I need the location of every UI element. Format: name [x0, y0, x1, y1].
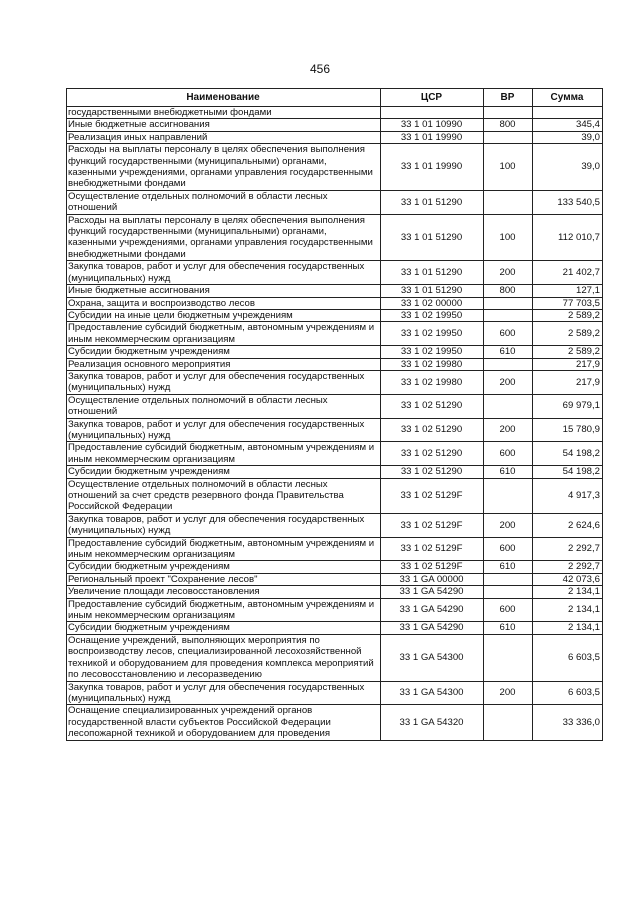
row-csr-cell — [381, 107, 484, 119]
row-vr-cell: 600 — [484, 598, 533, 622]
row-name-cell: Охрана, защита и воспроизводство лесов — [67, 297, 381, 309]
row-sum-cell: 2 292,7 — [533, 537, 603, 561]
row-name-cell: Закупка товаров, работ и услуг для обеспечения государственных (муниципальных) нужд — [67, 681, 381, 705]
header-csr: ЦСР — [381, 89, 484, 107]
row-name-cell: Расходы на выплаты персоналу в целях обеспечения выполнения функций государственными (муниципальными) органами, казенными учреждениями, органами управления государственными внебюджетными фондами — [67, 144, 381, 191]
row-csr-cell: 33 1 02 19950 — [381, 322, 484, 346]
row-name-cell: Предоставление субсидий бюджетным, автономным учреждениям и иным некоммерческим организациям — [67, 322, 381, 346]
row-sum-cell: 2 624,6 — [533, 513, 603, 537]
table-row — [67, 107, 603, 119]
row-name-cell: Региональный проект "Сохранение лесов" — [67, 573, 381, 585]
row-csr-cell: 33 1 01 19990 — [381, 131, 484, 143]
table-row — [67, 144, 603, 191]
row-sum-cell: 2 292,7 — [533, 561, 603, 573]
row-csr-cell: 33 1 01 51290 — [381, 214, 484, 261]
row-vr-cell — [484, 309, 533, 321]
row-vr-cell — [484, 297, 533, 309]
table-row — [67, 370, 603, 394]
row-vr-cell — [484, 190, 533, 214]
row-vr-cell: 600 — [484, 322, 533, 346]
table-row — [67, 681, 603, 705]
row-sum-cell: 2 134,1 — [533, 598, 603, 622]
row-csr-cell: 33 1 GA 54300 — [381, 681, 484, 705]
row-csr-cell: 33 1 02 51290 — [381, 466, 484, 478]
row-name-cell: Оснащение учреждений, выполняющих мероприятия по воспроизводству лесов, специализированной лесохозяйственной техникой и оборудованием для проведения комплекса мероприятий по лесовосстановлению и лесоразведению — [67, 634, 381, 681]
table-row — [67, 131, 603, 143]
row-sum-cell: 6 603,5 — [533, 634, 603, 681]
row-sum-cell: 39,0 — [533, 144, 603, 191]
table-row — [67, 478, 603, 513]
row-csr-cell: 33 1 01 51290 — [381, 261, 484, 285]
table-row — [67, 190, 603, 214]
row-vr-cell: 600 — [484, 442, 533, 466]
table-row — [67, 537, 603, 561]
table-row — [67, 346, 603, 358]
row-csr-cell: 33 1 GA 54290 — [381, 622, 484, 634]
row-csr-cell: 33 1 02 5129F — [381, 478, 484, 513]
row-sum-cell: 4 917,3 — [533, 478, 603, 513]
header-name: Наименование — [67, 89, 381, 107]
budget-table-container — [66, 88, 603, 741]
row-sum-cell: 2 589,2 — [533, 322, 603, 346]
table-row — [67, 119, 603, 131]
row-vr-cell: 200 — [484, 370, 533, 394]
row-csr-cell: 33 1 GA 00000 — [381, 573, 484, 585]
row-csr-cell: 33 1 02 00000 — [381, 297, 484, 309]
row-csr-cell: 33 1 01 51290 — [381, 285, 484, 297]
row-sum-cell: 112 010,7 — [533, 214, 603, 261]
row-vr-cell: 800 — [484, 285, 533, 297]
row-name-cell: Закупка товаров, работ и услуг для обеспечения государственных (муниципальных) нужд — [67, 370, 381, 394]
table-row — [67, 285, 603, 297]
row-vr-cell — [484, 586, 533, 598]
row-sum-cell: 2 589,2 — [533, 309, 603, 321]
row-csr-cell: 33 1 02 19950 — [381, 309, 484, 321]
row-csr-cell: 33 1 GA 54320 — [381, 705, 484, 740]
budget-table — [66, 88, 603, 741]
row-sum-cell: 2 134,1 — [533, 622, 603, 634]
row-vr-cell — [484, 131, 533, 143]
table-row — [67, 598, 603, 622]
row-name-cell: Предоставление субсидий бюджетным, автономным учреждениям и иным некоммерческим организациям — [67, 537, 381, 561]
row-vr-cell: 610 — [484, 466, 533, 478]
row-name-cell: Осуществление отдельных полномочий в области лесных отношений — [67, 190, 381, 214]
row-sum-cell: 217,9 — [533, 358, 603, 370]
row-vr-cell — [484, 394, 533, 418]
row-vr-cell: 200 — [484, 261, 533, 285]
row-vr-cell: 610 — [484, 622, 533, 634]
row-csr-cell: 33 1 GA 54290 — [381, 586, 484, 598]
table-row — [67, 322, 603, 346]
row-name-cell: Осуществление отдельных полномочий в области лесных отношений — [67, 394, 381, 418]
row-csr-cell: 33 1 02 51290 — [381, 394, 484, 418]
row-name-cell: Оснащение специализированных учреждений органов государственной власти субъектов Российской Федерации лесопожарной техникой и оборудованием для проведения — [67, 705, 381, 740]
row-vr-cell: 600 — [484, 537, 533, 561]
row-name-cell: Закупка товаров, работ и услуг для обеспечения государственных (муниципальных) нужд — [67, 513, 381, 537]
row-name-cell: Субсидии на иные цели бюджетным учреждениям — [67, 309, 381, 321]
table-row — [67, 573, 603, 585]
row-vr-cell: 200 — [484, 681, 533, 705]
table-row — [67, 561, 603, 573]
table-body — [67, 107, 603, 741]
row-name-cell: Предоставление субсидий бюджетным, автономным учреждениям и иным некоммерческим организациям — [67, 598, 381, 622]
row-sum-cell: 42 073,6 — [533, 573, 603, 585]
row-name-cell: Иные бюджетные ассигнования — [67, 285, 381, 297]
row-csr-cell: 33 1 02 51290 — [381, 442, 484, 466]
row-name-cell: Увеличение площади лесовосстановления — [67, 586, 381, 598]
row-vr-cell: 200 — [484, 418, 533, 442]
table-row — [67, 297, 603, 309]
table-row — [67, 466, 603, 478]
table-row — [67, 261, 603, 285]
table-row — [67, 622, 603, 634]
row-sum-cell: 39,0 — [533, 131, 603, 143]
row-vr-cell: 200 — [484, 513, 533, 537]
table-row — [67, 634, 603, 681]
table-row — [67, 513, 603, 537]
row-vr-cell — [484, 358, 533, 370]
row-csr-cell: 33 1 GA 54290 — [381, 598, 484, 622]
row-sum-cell: 2 589,2 — [533, 346, 603, 358]
row-vr-cell: 800 — [484, 119, 533, 131]
row-csr-cell: 33 1 02 51290 — [381, 418, 484, 442]
table-row — [67, 442, 603, 466]
row-vr-cell — [484, 705, 533, 740]
row-name-cell: Субсидии бюджетным учреждениям — [67, 622, 381, 634]
row-vr-cell — [484, 573, 533, 585]
row-sum-cell: 345,4 — [533, 119, 603, 131]
row-sum-cell: 2 134,1 — [533, 586, 603, 598]
header-sum: Сумма — [533, 89, 603, 107]
row-sum-cell: 77 703,5 — [533, 297, 603, 309]
row-name-cell: Субсидии бюджетным учреждениям — [67, 561, 381, 573]
row-csr-cell: 33 1 01 19990 — [381, 144, 484, 191]
row-sum-cell: 69 979,1 — [533, 394, 603, 418]
row-name-cell: Расходы на выплаты персоналу в целях обеспечения выполнения функций государственными (муниципальными) органами, казенными учреждениями, органами управления государственными внебюджетными фондами — [67, 214, 381, 261]
table-header-row — [67, 89, 603, 107]
row-name-cell: Предоставление субсидий бюджетным, автономным учреждениям и иным некоммерческим организациям — [67, 442, 381, 466]
table-row — [67, 705, 603, 740]
table-row — [67, 358, 603, 370]
row-vr-cell: 610 — [484, 561, 533, 573]
row-name-cell: Реализация иных направлений — [67, 131, 381, 143]
row-csr-cell: 33 1 02 19950 — [381, 346, 484, 358]
table-row — [67, 394, 603, 418]
row-sum-cell: 6 603,5 — [533, 681, 603, 705]
row-sum-cell: 133 540,5 — [533, 190, 603, 214]
row-sum-cell — [533, 107, 603, 119]
row-name-cell: Субсидии бюджетным учреждениям — [67, 466, 381, 478]
table-row — [67, 214, 603, 261]
row-csr-cell: 33 1 GA 54300 — [381, 634, 484, 681]
row-sum-cell: 33 336,0 — [533, 705, 603, 740]
row-csr-cell: 33 1 02 5129F — [381, 537, 484, 561]
page-number: 456 — [309, 62, 331, 76]
row-name-cell: Иные бюджетные ассигнования — [67, 119, 381, 131]
row-csr-cell: 33 1 01 51290 — [381, 190, 484, 214]
row-name-cell: Закупка товаров, работ и услуг для обеспечения государственных (муниципальных) нужд — [67, 418, 381, 442]
row-csr-cell: 33 1 02 19980 — [381, 370, 484, 394]
row-vr-cell: 100 — [484, 214, 533, 261]
row-name-cell: Субсидии бюджетным учреждениям — [67, 346, 381, 358]
row-vr-cell — [484, 478, 533, 513]
row-vr-cell — [484, 107, 533, 119]
row-sum-cell: 54 198,2 — [533, 442, 603, 466]
row-name-cell: государственными внебюджетными фондами — [67, 107, 381, 119]
row-name-cell: Осуществление отдельных полномочий в области лесных отношений за счет средств резервного фонда Правительства Российской Федерации — [67, 478, 381, 513]
row-sum-cell: 21 402,7 — [533, 261, 603, 285]
row-sum-cell: 15 780,9 — [533, 418, 603, 442]
table-row — [67, 418, 603, 442]
row-csr-cell: 33 1 02 5129F — [381, 561, 484, 573]
row-vr-cell — [484, 634, 533, 681]
row-vr-cell: 610 — [484, 346, 533, 358]
row-sum-cell: 217,9 — [533, 370, 603, 394]
row-sum-cell: 54 198,2 — [533, 466, 603, 478]
row-csr-cell: 33 1 02 5129F — [381, 513, 484, 537]
row-csr-cell: 33 1 02 19980 — [381, 358, 484, 370]
row-name-cell: Реализация основного мероприятия — [67, 358, 381, 370]
table-row — [67, 586, 603, 598]
row-name-cell: Закупка товаров, работ и услуг для обеспечения государственных (муниципальных) нужд — [67, 261, 381, 285]
row-sum-cell: 127,1 — [533, 285, 603, 297]
header-vr: ВР — [484, 89, 533, 107]
table-row — [67, 309, 603, 321]
row-csr-cell: 33 1 01 10990 — [381, 119, 484, 131]
row-vr-cell: 100 — [484, 144, 533, 191]
